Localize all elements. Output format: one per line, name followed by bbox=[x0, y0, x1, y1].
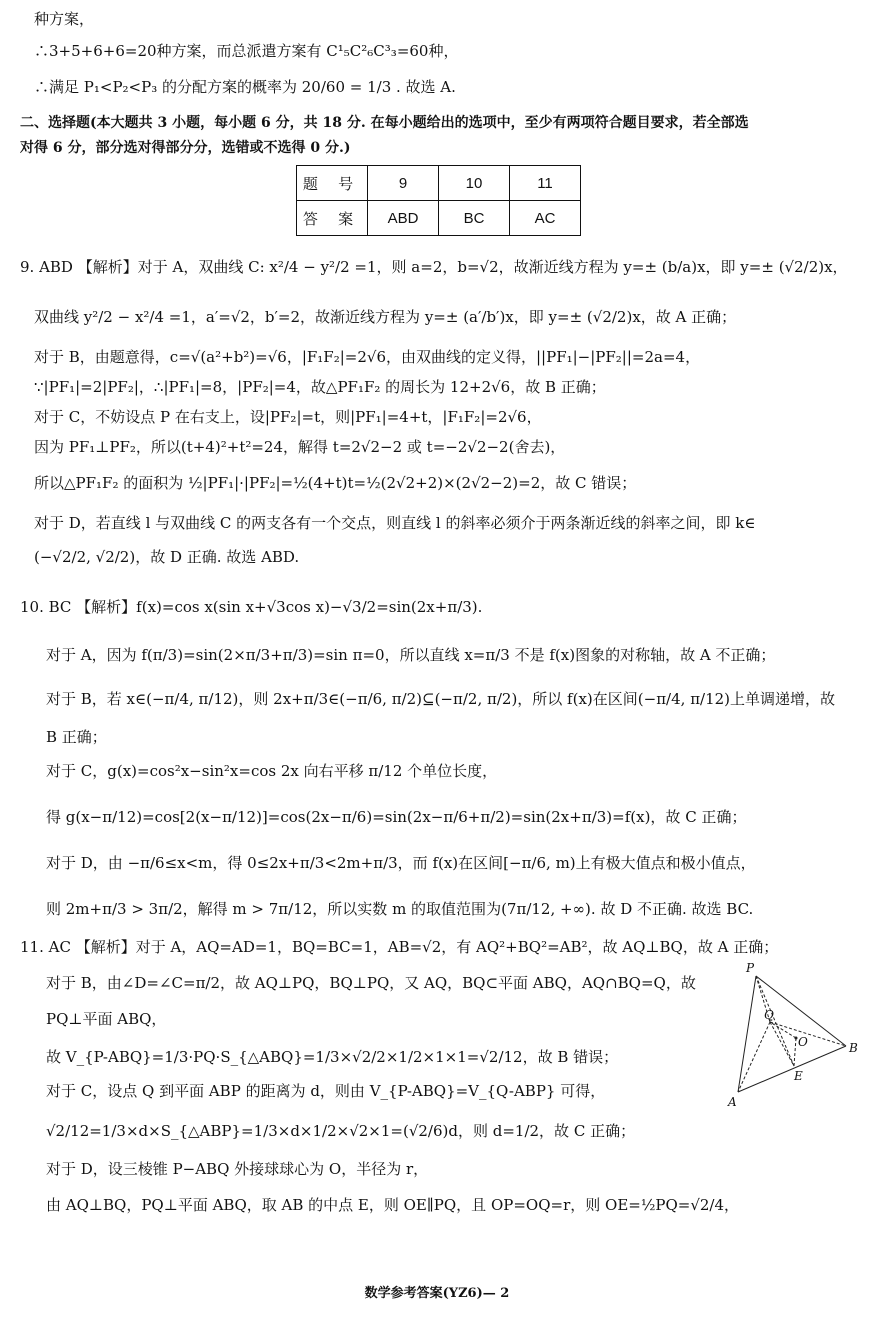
text-line-1: 种方案， bbox=[34, 10, 95, 28]
table-cell: ABD bbox=[368, 201, 439, 236]
q11-line-3: PQ⊥平面 ABQ， bbox=[46, 1010, 167, 1028]
q10-line-7: 对于 D，由 −π/6≤x<m，得 0≤2x+π/3<2m+π/3，而 f(x)在区间[−π/6, m)上有极大值点和极小值点， bbox=[46, 854, 756, 872]
q10-line-4: B 正确； bbox=[46, 728, 107, 746]
q10-line-2: 对于 A，因为 f(π/3)=sin(2×π/3+π/3)=sin π=0，所以直线 x=π/3 不是 f(x)图象的对称轴，故 A 不正确； bbox=[46, 646, 776, 664]
table-row bbox=[297, 166, 581, 201]
table-cell: 11 bbox=[510, 166, 581, 201]
section-heading: 二、选择题(本大题共 3 小题，每小题 6 分，共 18 分. 在每小题给出的选项中，至少有两项符合题目要求，若全部选 bbox=[20, 115, 749, 131]
q9-line-8: 对于 D，若直线 l 与双曲线 C 的两支各有一个交点，则直线 l 的斜率必须介于两条渐近线的斜率之间，即 k∈ bbox=[34, 514, 756, 532]
q9-line-3: 对于 B，由题意得，c=√(a²+b²)=√6，|F₁F₂|=2√6，由双曲线的定义得，||PF₁|−|PF₂||=2a=4， bbox=[34, 348, 701, 366]
table-cell: AC bbox=[510, 201, 581, 236]
q9-line-9: (−√2/2, √2/2)，故 D 正确. 故选 ABD. bbox=[34, 548, 300, 566]
text-line-3: ∴满足 P₁<P₂<P₃ 的分配方案的概率为 20/60 = 1/3 . 故选 A. bbox=[34, 78, 456, 96]
q11-line-6: √2/12=1/3×d×S_{△ABP}=1/3×d×1/2×√2×1=(√2/6)d，则 d=1/2，故 C 正确； bbox=[46, 1122, 636, 1140]
answer-table bbox=[296, 165, 581, 236]
table-cell: 答 案 bbox=[297, 201, 368, 236]
label-A: A bbox=[728, 1095, 737, 1109]
label-B: B bbox=[849, 1041, 858, 1055]
q10-line-6: 得 g(x−π/12)=cos[2(x−π/12)]=cos(2x−π/6)=sin(2x−π/6+π/2)=sin(2x+π/3)=f(x)，故 C 正确； bbox=[46, 808, 747, 826]
table-cell: 9 bbox=[368, 166, 439, 201]
q11-line-1: 11. AC 【解析】对于 A，AQ=AD=1，BQ=BC=1，AB=√2，有 AQ²+BQ²=AB²，故 AQ⊥BQ，故 A 正确； bbox=[20, 938, 779, 956]
label-P: P bbox=[746, 961, 755, 975]
q10-line-5: 对于 C，g(x)=cos²x−sin²x=cos 2x 向右平移 π/12 个单位长度， bbox=[46, 762, 498, 780]
q9-line-1: 9. ABD 【解析】对于 A，双曲线 C: x²/4 − y²/2 =1，则 a=2，b=√2，故渐近线方程为 y=± (b/a)x，即 y=± (√2/2)x， bbox=[20, 258, 848, 276]
table-row bbox=[297, 201, 581, 236]
q9-line-7: 所以△PF₁F₂ 的面积为 ½|PF₁|·|PF₂|=½(4+t)t=½(2√2+2)×(2√2−2)=2，故 C 错误； bbox=[34, 474, 637, 492]
text-line-2: ∴3+5+6+6=20种方案，而总派遣方案有 C¹₅C²₆C³₃=60种， bbox=[34, 42, 459, 60]
table-cell: BC bbox=[439, 201, 510, 236]
q11-line-5: 对于 C，设点 Q 到平面 ABP 的距离为 d，则由 V_{P-ABQ}=V_{Q-ABP} 可得， bbox=[46, 1082, 606, 1100]
q9-line-6: 因为 PF₁⊥PF₂，所以(t+4)²+t²=24，解得 t=2√2−2 或 t=−2√2−2(舍去)， bbox=[34, 438, 566, 456]
label-O: O bbox=[798, 1035, 808, 1049]
q11-line-2: 对于 B，由∠D=∠C=π/2，故 AQ⊥PQ，BQ⊥PQ，又 AQ，BQ⊂平面 ABQ，AQ∩BQ=Q，故 bbox=[46, 974, 696, 992]
q9-line-4: ∵|PF₁|=2|PF₂|，∴|PF₁|=8，|PF₂|=4，故△PF₁F₂ 的周长为 12+2√6，故 B 正确； bbox=[34, 378, 606, 396]
section-heading-cont: 对得 6 分，部分选对得部分分，选错或不选得 0 分.) bbox=[20, 140, 351, 156]
q10-line-3: 对于 B，若 x∈(−π/4, π/12)，则 2x+π/3∈(−π/6, π/2)⊆(−π/2, π/2)，所以 f(x)在区间(−π/4, π/12)上单调递增，故 bbox=[46, 690, 836, 708]
table-cell: 题 号 bbox=[297, 166, 368, 201]
q11-line-7: 对于 D，设三棱锥 P−ABQ 外接球球心为 O，半径为 r， bbox=[46, 1160, 429, 1178]
q11-line-4: 故 V_{P-ABQ}=1/3·PQ·S_{△ABQ}=1/3×√2/2×1/2×1×1=√2/12，故 B 错误； bbox=[46, 1048, 619, 1066]
q9-line-2: 双曲线 y²/2 − x²/4 =1，a′=√2，b′=2，故渐近线方程为 y=± (a′/b′)x，即 y=± (√2/2)x，故 A 正确； bbox=[34, 308, 737, 326]
page-footer: 数学参考答案(YZ6)— 2 bbox=[364, 1286, 510, 1301]
label-E: E bbox=[794, 1069, 803, 1083]
q11-line-8: 由 AQ⊥BQ，PQ⊥平面 ABQ，取 AB 的中点 E，则 OE∥PQ，且 OP=OQ=r，则 OE=½PQ=√2/4， bbox=[46, 1196, 740, 1214]
table-cell: 10 bbox=[439, 166, 510, 201]
pyramid-figure bbox=[722, 960, 862, 1110]
q10-line-1: 10. BC 【解析】f(x)=cos x(sin x+√3cos x)−√3/2=sin(2x+π/3). bbox=[20, 598, 483, 616]
q9-line-5: 对于 C，不妨设点 P 在右支上，设|PF₂|=t，则|PF₁|=4+t，|F₁F₂|=2√6， bbox=[34, 408, 542, 426]
label-Q: Q bbox=[764, 1008, 774, 1022]
q10-line-8: 则 2m+π/3 > 3π/2，解得 m > 7π/12，所以实数 m 的取值范围为(7π/12, +∞). 故 D 不正确. 故选 BC. bbox=[46, 900, 754, 918]
